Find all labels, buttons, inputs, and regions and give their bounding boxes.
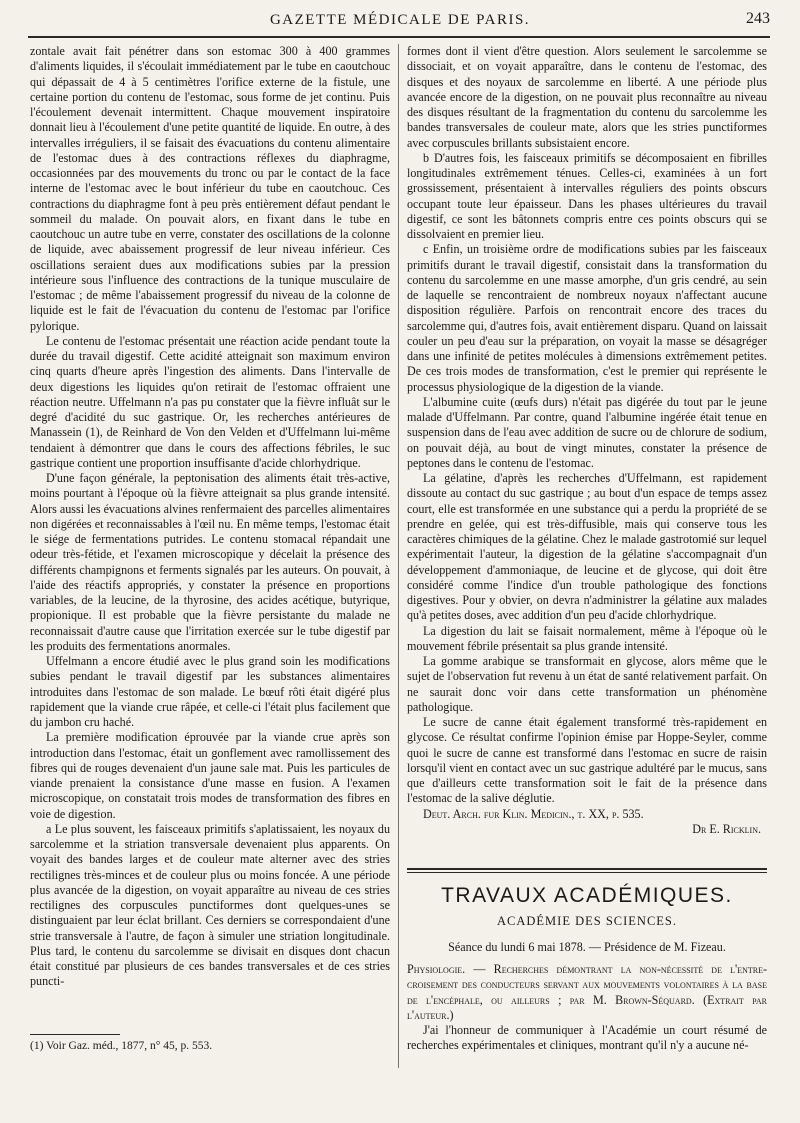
paragraph: Uffelmann a encore étudié avec le plus grand soin les modifications subies pendant le travail digestif par les substances alimentaires introduites dans l'estomac de son malade. Le bœuf rôti était digéré plus rapidement que la viande crue râpée, et celle-ci l'était plus facilement que du jambon cru haché.	[30, 654, 390, 729]
paragraph: Le sucre de canne était également transformé très-rapidement en glycose. Ce résultat confirme l'opinion émise par Hoppe-Seyler, comme quoi le sucre de canne est transformé dans l'estomac en sucre de raisin lorsqu'il vient en contact avec un suc gastrique adultéré par le mucus, sans que d'ailleurs cette transformation soit le fait de la présence dans l'estomac de la salive déglutie.	[407, 715, 767, 806]
section-rule	[407, 868, 767, 870]
paragraph: La digestion du lait se faisait normalement, même à l'époque où le mouvement fébrile présentait sa plus grande intensité.	[407, 623, 767, 653]
right-column	[407, 44, 767, 854]
paragraph: a Le plus souvent, les faisceaux primitifs s'aplatissaient, les noyaux du sarcolemme et la striation transversale devenaient plus apparents. On voyait des bandes larges et de couleur mate alterner avec des stries rectilignes très-minces et de couleur plus ou moins foncée. A une période plus avancée de la digestion, on voyait apparaître au niveau de ces stries rectilignes des corpuscules punctiformes dont quelques-unes se distinguaient par leur éclat brillant. Ces derniers se correspondaient d'une strie transversale à l'autre, de façon à simuler une striation longitudinale. Plus tard, le contenu du sarcolemme se divisait en disques dont chacun était constitué par plusieurs de ces bandes transversales et de ces stries puncti-	[30, 821, 390, 989]
paragraph: La gélatine, d'après les recherches d'Uffelmann, est rapidement dissoute au contact du suc gastrique ; au bout d'un espace de temps assez court, elle est transformée en une substance qui a perdu la propriété de se prendre en gelée, qui est très-diffusible, mais qui conserve tous les caractères chimiques de la gélatine. Chez le malade gastrotomié sur lequel expérimentait l'auteur, la digestion de la gélatine s'accompagnait d'un développement d'ammoniaque, de leucine et de glycose, qui doit être considéré comme l'indice d'un trouble pathologique des fonctions digestives. Pour y obvier, on devra n'administrer la gélatine aux malades qu'à petites doses, avec addition d'un peu d'acide chlorhydrique.	[407, 471, 767, 623]
paragraph: La gomme arabique se transformait en glycose, alors même que le sujet de l'observation fut revenu à un état de santé relativement parfait. On ne saurait donc voir dans cette transformation un phénomène pathologique.	[407, 654, 767, 714]
footnote: (1) Voir Gaz. méd., 1877, n° 45, p. 553.	[30, 1040, 213, 1052]
footnote-rule	[30, 1034, 120, 1035]
session-line: Séance du lundi 6 mai 1878. — Présidence de M. Fizeau.	[448, 940, 726, 954]
academy-article	[407, 962, 767, 1062]
paragraph: zontale avait fait pénétrer dans son estomac 300 à 400 grammes d'aliments liquides, il s'écoulait immédiatement par le tube en caoutchouc qui dépassait de 4 à 5 centimètres l'orifice externe de la fistule, une certaine portion du contenu de l'estomac, sous forme de jet continu. Puis l'écoulement devenait intermittent. Chaque mouvement inspiratoire donnait lieu à l'écoulement d'une petite quantité de liquide. En outre, à des intervalles irréguliers, il se faisait des évacuations du contenu alimentaire de l'estomac dues à des contractions réflexes du diaphragme, occasionnées par des mouvements du tronc ou par le contact de la face interne de l'estomac avec le bout inférieur du tube en caoutchouc. Ces contractions du diaphragme font à peu près entièrement défaut pendant le sommeil du malade. On pouvait alors, en fixant dans le tube en caoutchouc un autre tube en verre, constater des oscillations de la colonne de liquide, avec abaissement progressif de leur niveau inférieur. Ces oscillations seraient dues aux modifications subies par la pression intérieure sous l'influence des contractions de la tunique musculaire de l'estomac ; de même l'abaissement progressif du niveau de la colonne de liquide est le fait de l'évacuation du contenu de l'estomac par l'orifice pylorique.	[30, 44, 390, 333]
paragraph: D'une façon générale, la peptonisation des aliments était très-active, moins pourtant à l'époque où la fièvre atteignait sa plus grande intensité. Alors aussi les évacuations alvines renfermaient des parcelles alimentaires non digérées et reconnaissables à l'œil nu. En même temps, l'estomac était le siége de fermentations putrides. Le contenu stomacal répandait une odeur très-fétide, et l'examen microscopique y décelait la présence des différents champignons et ferments signalés par les auteurs. On pouvait, à l'aide des réactifs appropriés, y constater la présence en proportions variables, de la leucine, de la thyrosine, des acides acétique, butyrique, propionique. Il est probable que la fièvre persistante du malade ne reconnaissait d'autre cause que l'irritation exercée sur le tube digestif par les produits des fermentations anormales.	[30, 471, 390, 653]
paragraph: Le contenu de l'estomac présentait une réaction acide pendant toute la durée du travail digestif. Cette acidité atteignait son maximum environ cinq quarts d'heure après l'ingestion des aliments. Dans l'intervalle de deux digestions les liquides qu'on retirait de l'estomac offraient une réaction neutre. Uffelmann n'a pas pu constater que la fièvre influât sur le degré d'acidité du suc gastrique. Or, les recherches antérieures de Manassein (1), de Reinhard de Von den Velden et d'Uffelmann lui-même tendaient à démontrer que dans le cours des affections fébriles, le suc gastrique contient une proportion insuffisante d'acide chlorhydrique.	[30, 333, 390, 470]
article-heading: Physiologie. — Recherches démontrant la non-nécessité de l'entre-croisement des conducteurs servant aux mouvements volontaires à la base de l'encéphale, ou ailleurs ; par M. Brown-Séquard. (Extrait par l'auteur.)	[407, 962, 767, 1022]
section-subtitle: ACADÉMIE DES SCIENCES.	[497, 914, 677, 928]
author-signature: Dr E. Ricklin.	[692, 821, 761, 836]
paragraph: b D'autres fois, les faisceaux primitifs se décomposaient en fibrilles longitudinales extrêmement ténues. Celles-ci, examinées à un fort grossissement, présentaient à intervalles réguliers des points obscurs occupant toute leur épaisseur. Dans les phases ultérieures du travail digestif, ce sont les bâtonnets compris entre ces points obscurs qui se dissolvaient en premier lieu.	[407, 150, 767, 241]
paragraph: c Enfin, un troisième ordre de modifications subies par les faisceaux primitifs durant le travail digestif, consistait dans la transformation du contenu du sarcolemme en une masse amorphe, d'un gris cendré, au sein de laquelle se rencontraient de nombreux noyaux n'affectant aucune disposition régulière. Parfois on rencontrait encore des traces du sarcolemme qui, d'autres fois, avait entièrement disparu. Quand on laissait couler un peu d'eau sur la préparation, on voyait la masse se désagréger dans une infinité de petites molécules à dimensions extrêmement petites. De ces trois modes de transformation, c'est le premier qui représente le processus physiologique de la digestion de la viande.	[407, 242, 767, 394]
paragraph: L'albumine cuite (œufs durs) n'était pas digérée du tout par le jeune malade d'Uffelmann. Par contre, quand l'albumine ingérée était tenue en suspension dans de l'eau avec addition de sucre ou de chlorure de sodium, on pouvait déjà, au bout de vingt minutes, constater la présence de peptones dans le contenu de l'estomac.	[407, 394, 767, 470]
paragraph: La première modification éprouvée par la viande crue après son introduction dans l'estomac, était un gonflement avec ramollissement des fibres qui de rouges devenaient d'un jaune sale mat. Puis les particules de viande prenaient la consistance d'une masse en fusion. A l'examen microscopique, on constatait trois modes de transformation des fibres en voie de digestion.	[30, 730, 390, 821]
section-rule	[407, 872, 767, 873]
journal-title: GAZETTE MÉDICALE DE PARIS.	[269, 11, 531, 28]
source-citation: Deut. Arch. fur Klin. Medicin., t. XX, p. 535.	[423, 806, 644, 821]
header-rule	[28, 36, 770, 38]
paragraph: formes dont il vient d'être question. Alors seulement le sarcolemme se dissociait, et on voyait apparaître, dans le contenu de l'estomac, des disques et des noyaux de sarcolemme en liberté. A une période plus avancée encore de la digestion, on ne pouvait plus reconnaître au niveau des disques résultant de la fragmentation du contenu du sarcolemme les bandes transversales de couleur mate, alors que les stries punctiformes avec corpuscules brillants subsistaient encore.	[407, 44, 767, 150]
page-number: 243	[746, 10, 770, 27]
column-divider	[398, 44, 399, 1068]
left-column	[30, 44, 390, 1056]
section-title: TRAVAUX ACADÉMIQUES.	[441, 884, 733, 907]
article-text: J'ai l'honneur de communiquer à l'Académie un court résumé de recherches expérimentales et cliniques, montrant qu'il n'y a aucune né-	[407, 1023, 767, 1053]
running-head	[30, 8, 770, 32]
